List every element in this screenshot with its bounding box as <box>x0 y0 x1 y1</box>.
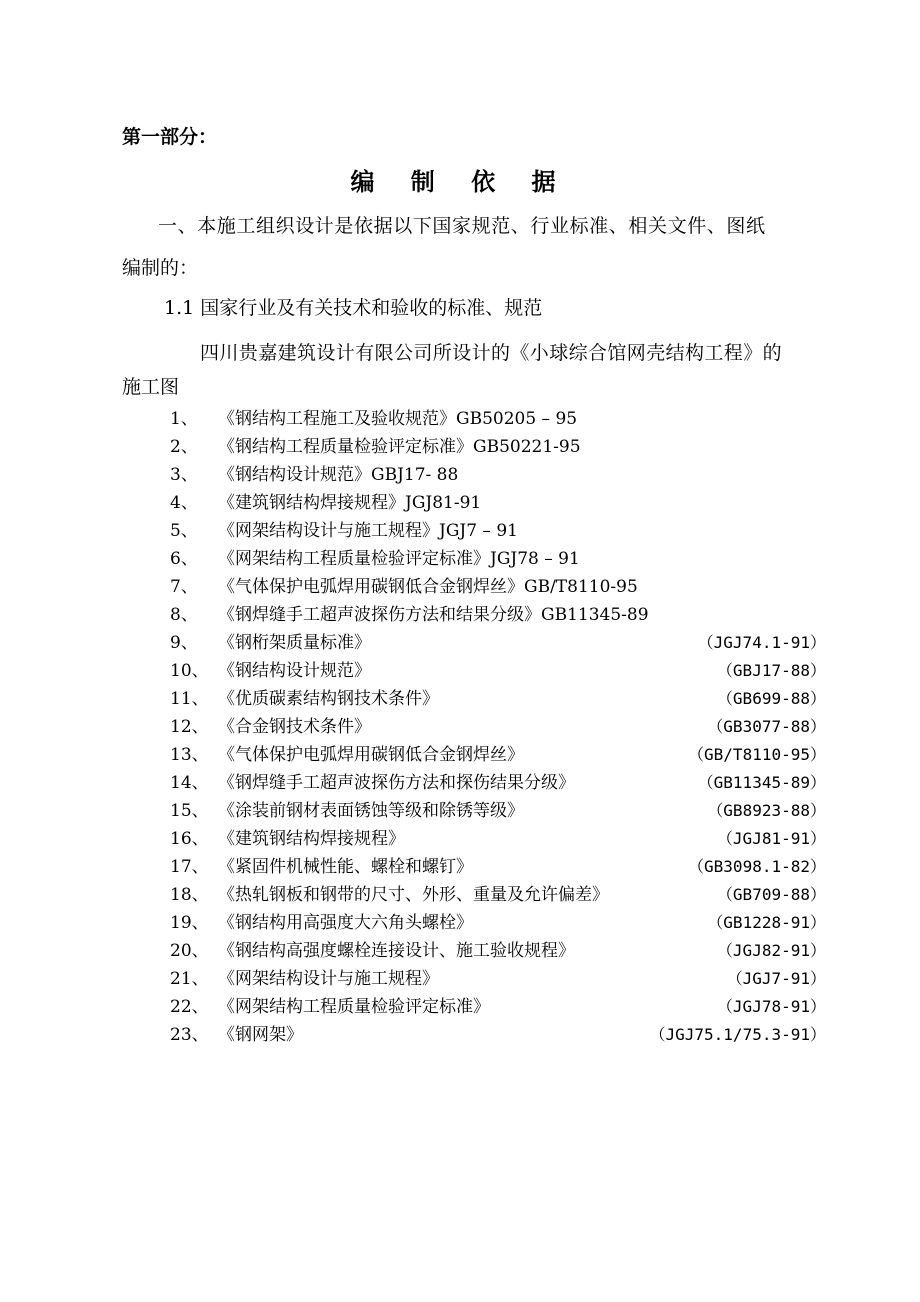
standard-title <box>218 797 524 825</box>
standard-title-text: 《网架结构工程质量检验评定标准》 <box>218 997 490 1017</box>
standard-code: GB11345-89 <box>541 605 649 625</box>
standard-title-text: 《钢结构用高强度大六角头螺栓》 <box>218 913 473 933</box>
list-item <box>0 601 920 629</box>
standard-number: 9、 <box>170 633 198 653</box>
standard-number: 7、 <box>170 577 198 597</box>
standard-number: 22、 <box>170 997 209 1017</box>
standard-title-text: 《紧固件机械性能、螺栓和螺钉》 <box>218 857 473 877</box>
standard-title <box>218 937 575 965</box>
standard-number: 10、 <box>170 661 209 681</box>
standard-title <box>218 769 575 797</box>
standard-title-text: 《建筑钢结构焊接规程》 <box>218 493 405 513</box>
standard-code: （GB3098.1-82） <box>688 857 826 876</box>
standard-title-text: 《合金钢技术条件》 <box>218 717 371 737</box>
list-item <box>0 741 920 769</box>
standard-number: 16、 <box>170 829 209 849</box>
standard-number: 20、 <box>170 941 209 961</box>
standard-title <box>218 909 473 937</box>
standard-number: 8、 <box>170 605 198 625</box>
list-item <box>0 1021 920 1049</box>
list-item <box>0 713 920 741</box>
standard-number: 19、 <box>170 913 209 933</box>
list-item <box>0 909 920 937</box>
standard-title-text: 《气体保护电弧焊用碳钢低合金钢焊丝》 <box>218 577 524 597</box>
standard-title-text: 《钢网架》 <box>218 1025 303 1045</box>
standard-code: （GB709-88） <box>716 885 826 904</box>
list-item <box>0 853 920 881</box>
page-title: 编 制 依 据 <box>350 168 570 196</box>
standard-code: GB50221-95 <box>473 437 581 457</box>
standard-code: （JGJ7-91） <box>726 969 826 988</box>
list-item <box>0 545 920 573</box>
standard-code: JGJ7 – 91 <box>439 521 518 541</box>
standard-title <box>218 545 580 573</box>
standard-number: 2、 <box>170 437 198 457</box>
standard-title-text: 《气体保护电弧焊用碳钢低合金钢焊丝》 <box>218 745 524 765</box>
standard-title <box>218 825 405 853</box>
standard-number: 1、 <box>170 409 198 429</box>
list-item <box>0 965 920 993</box>
standard-code: GB50205 – 95 <box>456 409 578 429</box>
standard-number: 17、 <box>170 857 209 877</box>
standard-title <box>218 853 473 881</box>
standard-title <box>218 1021 303 1049</box>
list-item <box>0 433 920 461</box>
standard-title <box>218 601 649 629</box>
part-heading: 第一部分： <box>122 126 218 148</box>
standard-title <box>218 433 581 461</box>
list-item <box>0 629 920 657</box>
standards-list <box>0 405 920 1049</box>
standard-title <box>218 881 609 909</box>
standard-title-text: 《钢桁架质量标准》 <box>218 633 371 653</box>
standard-title-text: 《钢结构设计规范》 <box>218 661 371 681</box>
standard-title <box>218 741 524 769</box>
standard-title-text: 《钢结构工程质量检验评定标准》 <box>218 437 473 457</box>
list-item <box>0 797 920 825</box>
standard-code: （JGJ78-91） <box>716 997 826 1016</box>
standard-code: （JGJ74.1-91） <box>697 633 826 652</box>
design-line-2: 施工图 <box>122 376 180 398</box>
standard-number: 12、 <box>170 717 209 737</box>
list-item <box>0 881 920 909</box>
standard-title-text: 《网架结构设计与施工规程》 <box>218 969 439 989</box>
standard-code: （JGJ75.1/75.3-91） <box>649 1025 826 1044</box>
design-line-1: 四川贵嘉建筑设计有限公司所设计的《小球综合馆网壳结构工程》的 <box>200 342 783 364</box>
standard-code: （GBJ17-88） <box>716 661 826 680</box>
standard-title <box>218 993 490 1021</box>
standard-code: JGJ78 – 91 <box>490 549 580 569</box>
standard-code: （JGJ81-91） <box>716 829 826 848</box>
standard-code: （JGJ82-91） <box>716 941 826 960</box>
list-item <box>0 489 920 517</box>
standard-code: （GB8923-88） <box>707 801 826 820</box>
standard-title <box>218 461 458 489</box>
standard-title <box>218 629 371 657</box>
standard-title-text: 《钢结构工程施工及验收规范》 <box>218 409 456 429</box>
standard-number: 5、 <box>170 521 198 541</box>
standard-number: 14、 <box>170 773 209 793</box>
standard-title-text: 《网架结构设计与施工规程》 <box>218 521 439 541</box>
standard-number: 6、 <box>170 549 198 569</box>
standard-title <box>218 657 371 685</box>
standard-title-text: 《钢焊缝手工超声波探伤方法和结果分级》 <box>218 605 541 625</box>
list-item <box>0 825 920 853</box>
standard-number: 3、 <box>170 465 198 485</box>
standard-title-text: 《钢焊缝手工超声波探伤方法和探伤结果分级》 <box>218 773 575 793</box>
standard-code: （GB1228-91） <box>707 913 826 932</box>
standard-title <box>218 713 371 741</box>
standard-number: 15、 <box>170 801 209 821</box>
standard-title-text: 《热轧钢板和钢带的尺寸、外形、重量及允许偏差》 <box>218 885 609 905</box>
list-item <box>0 769 920 797</box>
standard-code: GB/T8110-95 <box>524 577 638 597</box>
standard-title-text: 《钢结构设计规范》 <box>218 465 371 485</box>
list-item <box>0 685 920 713</box>
standard-title <box>218 517 518 545</box>
standard-title-text: 《钢结构高强度螺栓连接设计、施工验收规程》 <box>218 941 575 961</box>
standard-number: 18、 <box>170 885 209 905</box>
standard-code: JGJ81-91 <box>405 493 482 513</box>
standard-title-text: 《涂装前钢材表面锈蚀等级和除锈等级》 <box>218 801 524 821</box>
standard-title <box>218 405 577 433</box>
standard-number: 13、 <box>170 745 209 765</box>
intro-line-1: 一、本施工组织设计是依据以下国家规范、行业标准、相关文件、图纸 <box>158 215 766 237</box>
standard-number: 23、 <box>170 1025 209 1045</box>
intro-line-2: 编制的： <box>122 257 199 279</box>
standard-number: 4、 <box>170 493 198 513</box>
standard-number: 11、 <box>170 689 209 709</box>
standard-title-text: 《建筑钢结构焊接规程》 <box>218 829 405 849</box>
standard-title <box>218 489 481 517</box>
standard-number: 21、 <box>170 969 209 989</box>
standard-title-text: 《优质碳素结构钢技术条件》 <box>218 689 439 709</box>
standard-title <box>218 965 439 993</box>
list-item <box>0 517 920 545</box>
standard-code: （GB/T8110-95） <box>688 745 826 764</box>
standard-code: （GB11345-89） <box>697 773 826 792</box>
list-item <box>0 573 920 601</box>
standard-title <box>218 573 638 601</box>
standard-code: （GB699-88） <box>716 689 826 708</box>
standard-code: GBJ17- 88 <box>371 465 459 485</box>
list-item <box>0 993 920 1021</box>
list-item <box>0 405 920 433</box>
standard-title-text: 《网架结构工程质量检验评定标准》 <box>218 549 490 569</box>
standard-title <box>218 685 439 713</box>
list-item <box>0 657 920 685</box>
section-heading: 1.1 国家行业及有关技术和验收的标准、规范 <box>164 297 543 319</box>
list-item <box>0 461 920 489</box>
list-item <box>0 937 920 965</box>
standard-code: （GB3077-88） <box>707 717 826 736</box>
